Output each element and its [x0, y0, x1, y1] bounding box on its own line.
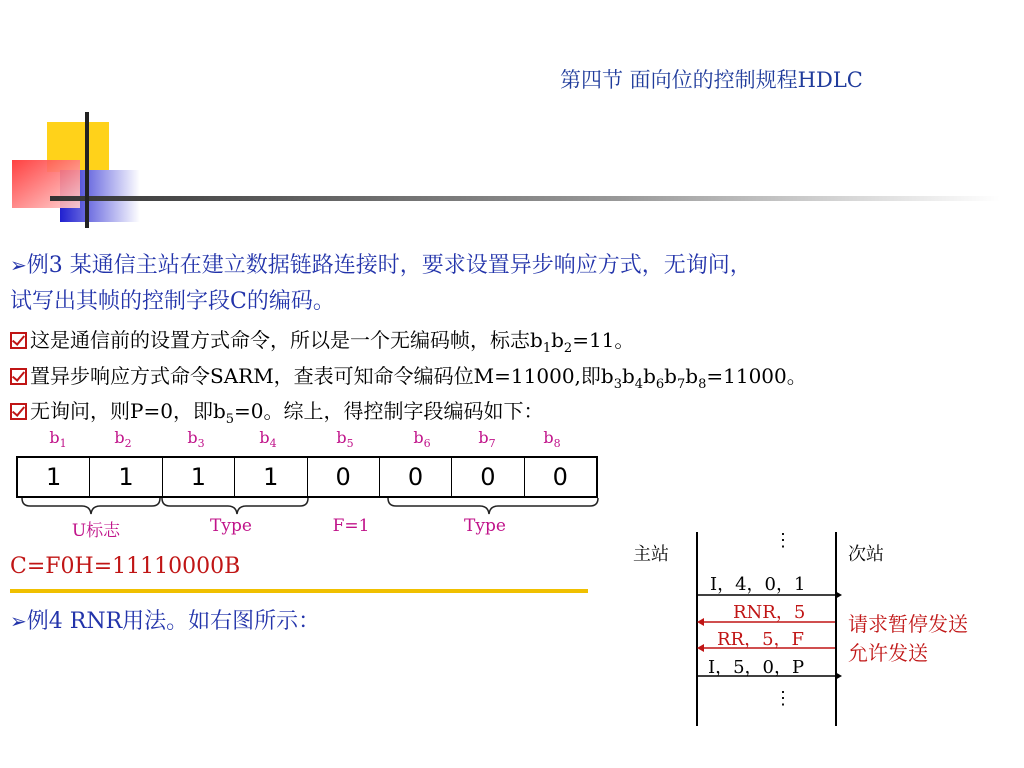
result-text: C=F0H=11110000B	[10, 554, 241, 579]
arrow-bullet-icon: ➢	[10, 609, 27, 633]
bit-cell: 0	[380, 458, 452, 496]
brace-label-type: Type	[464, 516, 506, 536]
checkbox-icon	[10, 368, 27, 385]
control-field-table	[16, 456, 598, 498]
primary-station-label: 主站	[633, 544, 669, 565]
bit-cell: 1	[235, 458, 307, 496]
bit-cell: 0	[308, 458, 380, 496]
point-1: 这是通信前的设置方式命令，所以是一个无编码帧，标志$b_1b_2=11$。	[10, 324, 634, 356]
point-3: 无询问，则P=0，即$b_5=0$。综上，得控制字段编码如下：	[10, 395, 544, 427]
msg-i-4-0-1: I，4，0，1	[710, 574, 806, 595]
note-allow-send: 允许发送	[848, 641, 928, 665]
bit-cell: 0	[452, 458, 524, 496]
ellipsis-top: ⋮	[774, 530, 792, 551]
brace-label-u: U标志	[71, 521, 121, 541]
msg-rnr: RNR，5	[733, 602, 806, 623]
brace-u	[22, 498, 160, 514]
gold-divider	[10, 589, 588, 593]
bit-label-b5: $b_5$	[336, 428, 354, 450]
point-2: 置异步响应方式命令SARM，查表可知命令编码位M=11000,即$b_3b_4b_6b_7b_8=11000$。	[10, 360, 807, 392]
bit-label-b3: $b_3$	[187, 428, 205, 450]
msg-i-5-0-p: I，5，0，P	[708, 657, 805, 678]
ellipsis-bottom: ⋮	[774, 688, 792, 709]
bit-label-b1: $b_1$	[49, 428, 67, 450]
bit-label-b2: $b_2$	[114, 428, 132, 450]
example3-line2: 试写出其帧的控制字段C的编码。	[10, 289, 335, 314]
bit-label-b7: $b_7$	[478, 428, 496, 450]
note-request-pause: 请求暂停发送	[848, 612, 968, 636]
brace-label-type: Type	[210, 516, 252, 536]
brace-type1	[162, 498, 308, 514]
bit-label-b6: $b_6$	[413, 428, 431, 450]
example3-line1: ➢例3 某通信主站在建立数据链路连接时，要求设置异步响应方式，无询问，	[10, 253, 752, 278]
checkbox-icon	[10, 403, 27, 420]
bit-cell: 1	[163, 458, 235, 496]
bit-label-b8: $b_8$	[543, 428, 561, 450]
arrow-bullet-icon: ➢	[10, 253, 27, 277]
example4-line: ➢例4 RNR用法。如右图所示：	[10, 609, 321, 634]
bit-cell: 1	[18, 458, 90, 496]
bit-cell: 1	[90, 458, 162, 496]
msg-rr: RR，5，F	[717, 629, 805, 650]
decorative-blocks	[0, 100, 1024, 240]
brace-label-f: F=1	[332, 516, 370, 536]
bit-label-b4: $b_4$	[259, 428, 277, 450]
secondary-station-label: 次站	[848, 544, 884, 565]
checkbox-icon	[10, 332, 27, 349]
bit-cell: 0	[552, 463, 568, 491]
brace-type2	[388, 498, 598, 514]
slide-title: 第四节 面向位的控制规程HDLC	[560, 68, 863, 92]
